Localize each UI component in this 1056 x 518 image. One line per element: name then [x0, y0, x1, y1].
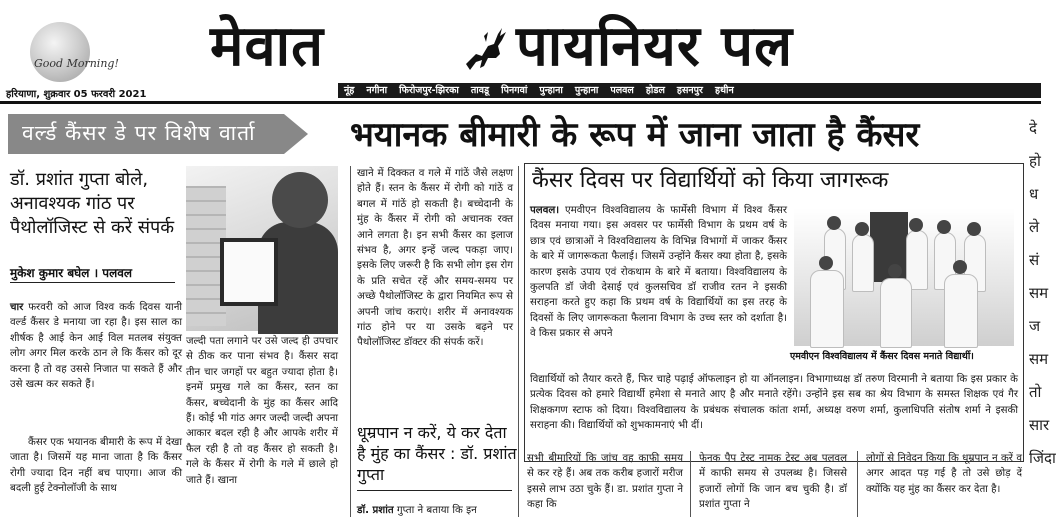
byline-rule [10, 282, 175, 283]
paragraph-text: फरवरी को आज विश्व कर्क दिवस यानी वर्ल्ड कैंसर डे मनाया जा रहा है। इस साल का शीर्षक है आई केन आई विल मतलब संयुक्त लोग अगर मिल करके ठान ले कि कैंसर को दूर करना है तो वह उससे निजात पा सकते हैं और उसे खत्म कर सकते हैं। [10, 302, 182, 391]
column-rule [690, 451, 691, 517]
photo-student-head [827, 216, 841, 230]
cities-bar [338, 83, 1041, 98]
city-item: हसनपुर [676, 85, 703, 96]
masthead-rule [0, 101, 1041, 104]
photo-student-head [967, 222, 981, 236]
subhead-rule [357, 490, 512, 491]
paragraph-lead: पलवल। [530, 205, 560, 216]
dateline: हरियाणा, शुक्रवार 05 फरवरी 2021 [6, 89, 147, 100]
city-item: पुन्हाना [574, 85, 599, 96]
paragraph-lead: डॉ. प्रशांत [357, 505, 394, 516]
photo-student [810, 270, 844, 348]
paragraph-lead: चार [10, 302, 24, 313]
bottom-column2-paragraph: फेनक पैप टेस्ट नामक टेस्ट अब पलवल में काफी समय से उपलब्ध है। जिससे हजारों लोगों कि जान बच चुकी है। डॉ प्रशांत गुप्ता ने [699, 453, 847, 511]
photo-caption: एमवीएन विश्वविद्यालय में कैंसर दिवस मनाते विद्यार्थी। [790, 351, 974, 362]
photo-student-head [819, 256, 833, 270]
city-item: तावडू [470, 85, 490, 96]
column1-paragraph [10, 300, 182, 392]
column1-paragraph: कैंसर एक भयानक बीमारी के रूप में देखा जाता है। जिसमें यह माना जाता है कि कैंसर रोगी ज्यादा दिन नहीं बच पाएगा। आज की बदली हुई टेक्नोलॉजी के साथ [10, 437, 182, 495]
masthead [0, 0, 1041, 108]
city-item: हथीन [714, 85, 734, 96]
photo-student-head [937, 220, 951, 234]
city-item: पलवल [610, 85, 634, 96]
section-banner-label: वर्ल्ड कैंसर डे पर विशेष वार्ता [22, 121, 256, 145]
column-rule [518, 166, 519, 517]
doctor-photo [186, 166, 338, 331]
paragraph-text: गुप्ता ने बताया कि इन [393, 505, 477, 516]
box-story-paragraph [530, 203, 787, 342]
adjacent-column-fragment [1026, 108, 1056, 517]
deer-emblem-icon [458, 24, 514, 76]
photo-person-head [272, 172, 328, 228]
logo-text: Good Morning! [34, 57, 119, 70]
photo-student-head [909, 218, 923, 232]
column1-headline: डॉ. प्रशांत गुप्ता बोले, अनावश्यक गांठ पर पैथोलॉजिस्ट से करें संपर्क [10, 169, 175, 238]
good-morning-logo-icon [30, 22, 90, 82]
newspaper-title-left: मेवात [210, 13, 325, 79]
city-item: नगीना [366, 85, 388, 96]
photo-student-head [855, 222, 869, 236]
column3-subhead: धूम्रपान न करें, ये कर देता है मुंह का कैंसर : डॉ. प्रशांत गुप्ता [357, 423, 517, 484]
photo-certificate [220, 238, 278, 306]
photo-student [852, 234, 874, 292]
column-rule [350, 166, 351, 517]
city-item: नूंह [344, 85, 355, 96]
column3-paragraph [357, 503, 513, 518]
photo-student-head [953, 260, 967, 274]
adjacent-column-text: दे हो ध ले सं सम ज सम तो सार जिंदा [1029, 119, 1056, 467]
main-headline: भयानक बीमारी के रूप में जाना जाता है कैंसर [350, 115, 920, 155]
city-item: पुन्हाना [539, 85, 563, 96]
byline: मुकेश कुमार बघेल । पलवल [10, 266, 133, 280]
students-photo [794, 208, 1014, 346]
column-rule [857, 451, 858, 517]
box-story-headline: कैंसर दिवस पर विद्यार्थियों को किया जागरूक [532, 168, 889, 193]
newspaper-title-right: पायनियर पल [516, 13, 794, 79]
photo-student-head [888, 264, 902, 278]
city-item: होडल [645, 85, 665, 96]
column2-paragraph: जल्दी पता लगाने पर उसे जल्द ही उपचार से ठीक कर पाना संभव है। कैंसर सदा तीन चार जगहों पर बहुत ज्यादा होता है। इनमें प्रमुख गले का कैंसर, स्तन का कैंसर, बच्चेदानी के मुंह का कैंसर आदि हैं। कोई भी गांठ अगर जल्दी जल्दी अपना आकार बदल रही है और आपके शरीर में फैल रही है तो वह कैंसर हो सकती है। गले के कैंसर में रोगी के गले में छाले हो जाते हैं। खाना [186, 336, 338, 486]
bottom-column3-paragraph: लोगों से निवेदन किया कि धूम्रपान न करें व अगर आदत पड़ गई है तो उसे छोड़ दें क्योंकि यह मुंह का कैंसर कर देता है। [866, 453, 1022, 495]
photo-student [944, 274, 978, 348]
bottom-column1-paragraph: सभी बीमारियों कि जांच वह काफी समय से कर रहे हैं। अब तक करीब हजारों मरीज इससे लाभ उठा चुके हैं। डा. प्रशांत गुप्ता ने कहा कि [527, 453, 683, 511]
photo-student [880, 278, 912, 348]
box-story-paragraph: विद्यार्थियों को तैयार करते हैं, फिर चाहे पढ़ाई ऑफलाइन हो या ऑनलाइन। विभागाध्यक्ष डॉ तरुण विरमानी ने बताया कि इस प्रकार के प्रत्येक दिवस को हमारे विद्यार्थी हमेशा से मनाते आए है और मनाते रहेंगे। उन्होंने इस सब का श्रेय विभाग के समस्त शिक्षक एवं गैर शिक्षकगण स्टाफ को दिया। विश्वविद्यालय के प्रबंधक संचालक कांता शर्मा, अध्यक्ष वरुण शर्मा, कुलाधिपति संतोष शर्मा ने इसकी सराहना की। विद्यार्थियों को शुभकामनाएं भी दीं। [530, 374, 1018, 432]
city-item: पिनगवां [501, 85, 528, 96]
column3-paragraph: खाने में दिक्कत व गले में गांठें जैसे लक्षण होते हैं। स्तन के कैंसर में रोगी को गांठें व बगल में गांठें हो सकती है। बच्चेदानी के मुंह के कैंसर में रोगी को अचानक रक्त आने लगता है। इन सभी कैंसर का इलाज संभव है, अगर इन्हें जल्द पकड़ा जाए। इसके लिए जरूरी है कि सभी लोग इस रोग के प्रति सचेत रहें और समय-समय पर अच्छे पैथोलॉजिस्ट के द्वारा नियमित रूप से अपनी जांच कराएं। शरीर में अनावश्यक गांठ होने पर या उसके बढ़ने पर पैथोलॉजिस्ट डॉक्टर की संपर्क करें। [357, 168, 513, 349]
paragraph-text: एमवीएन विश्वविद्यालय के फार्मेसी विभाग में विश्व कैंसर दिवस मनाया गया। इस अवसर पर फार्मेसी विभाग के प्रथम वर्ष के छात्र एवं छात्राओं ने विश्वविद्यालय के विभिन्न विभागों में जाकर कैंसर के बारे में जागरूकता फैलाई। जिसमें उन्होंने कैंसर क्या होता है, इसके कारण इसके उपाय एवं रोकथाम के बारे में बताया। विश्वविद्यालय के कुलपति डॉ जेवी देसाई एवं कुलसचिव डॉ राजीव रतन ने इसकी सराहना करते हुए कहा कि प्रथम वर्ष के विद्यार्थियों का इस तरह के दिवसों के लिए जागरूकता फैलाना विभाग के उच्च स्तर को दर्शाता है। वे किस प्रकार से अपने [530, 205, 787, 340]
city-item: फिरोजपुर-झिरका [399, 85, 459, 96]
